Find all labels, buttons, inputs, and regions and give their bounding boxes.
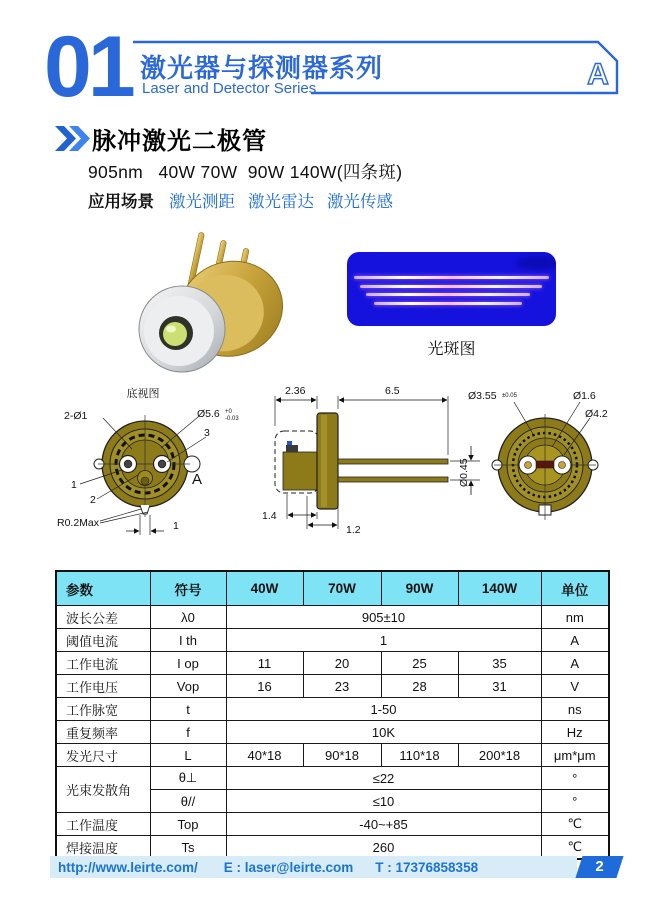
- beam-spot-image: [347, 252, 556, 326]
- pin-label-2: 2: [90, 494, 96, 506]
- page-number-badge: [575, 856, 623, 878]
- chapter-number: 01: [44, 19, 132, 115]
- symbol-cell: f: [150, 721, 226, 744]
- value-cell: 200*18: [458, 744, 541, 767]
- dim-d3.55: Ø3.55: [468, 390, 497, 402]
- param-cell: 工作电流: [56, 652, 150, 675]
- symbol-cell: Vop: [150, 675, 226, 698]
- dim-1.4: 1.4: [262, 510, 277, 522]
- beam-stripe: [354, 276, 549, 279]
- dim-1: 1: [173, 520, 179, 532]
- symbol-cell: Ts: [150, 836, 226, 860]
- symbol-cell: t: [150, 698, 226, 721]
- unit-cell: V: [541, 675, 609, 698]
- dim-d0.45: Ø0.45: [458, 458, 470, 487]
- value-cell: 10K: [226, 721, 541, 744]
- unit-cell: °: [541, 767, 609, 790]
- bottom-view-title: 底视图: [126, 388, 160, 400]
- unit-cell: Hz: [541, 721, 609, 744]
- lens-highlight: [166, 326, 176, 333]
- page-number: 2: [595, 858, 604, 875]
- unit-cell: ℃: [541, 813, 609, 836]
- col-header-param: 参数: [56, 571, 150, 606]
- series-badge: A: [587, 58, 609, 91]
- table-row: [56, 652, 609, 675]
- param-cell: 焊接温度: [56, 836, 150, 860]
- col-header-90w: 90W: [381, 571, 458, 606]
- front-view-drawing: [492, 402, 598, 520]
- dim-r0.2max: R0.2Max: [57, 517, 100, 529]
- technical-drawings: [40, 376, 640, 550]
- table-row: [56, 721, 609, 744]
- table-row: [56, 698, 609, 721]
- value-cell: 31: [458, 675, 541, 698]
- param-cell: 工作脉宽: [56, 698, 150, 721]
- application-item: 激光测距: [169, 193, 235, 211]
- symbol-cell: I th: [150, 629, 226, 652]
- value-cell: ≤10: [226, 790, 541, 813]
- dim-d5.6-tol-dn: -0.03: [225, 416, 239, 422]
- dim-d3.55-tol: ±0.05: [502, 393, 517, 399]
- table-row: [56, 629, 609, 652]
- param-cell: 波长公差: [56, 606, 150, 629]
- value-cell: 11: [226, 652, 303, 675]
- value-cell: 1: [226, 629, 541, 652]
- value-cell: 260: [226, 836, 541, 860]
- col-header-symbol: 符号: [150, 571, 226, 606]
- series-title-cn: 激光器与探测器系列: [140, 53, 384, 83]
- application-item: 激光雷达: [248, 193, 314, 211]
- param-cell: 发光尺寸: [56, 744, 150, 767]
- value-cell: 23: [303, 675, 381, 698]
- param-cell: 重复频率: [56, 721, 150, 744]
- value-cell: 905±10: [226, 606, 541, 629]
- value-cell: 110*18: [381, 744, 458, 767]
- value-cell: 90*18: [303, 744, 381, 767]
- unit-cell: μm*μm: [541, 744, 609, 767]
- footer-phone: T : 17376858358: [375, 859, 479, 875]
- value-cell: -40~+85: [226, 813, 541, 836]
- value-cell: 25: [381, 652, 458, 675]
- dim-d1.6: Ø1.6: [573, 390, 596, 402]
- footer-bar: [50, 856, 577, 878]
- applications-label: 应用场景: [88, 193, 154, 211]
- unit-cell: ℃: [541, 836, 609, 860]
- footer-url[interactable]: http://www.leirte.com/: [58, 859, 198, 875]
- value-cell: 40*18: [226, 744, 303, 767]
- beam-stripe: [374, 302, 522, 305]
- spec-table: [55, 570, 610, 860]
- table-header-row: [56, 571, 609, 606]
- beam-stripe: [360, 285, 542, 288]
- beam-stripe: [366, 293, 530, 296]
- table-row: [56, 675, 609, 698]
- footer-email[interactable]: E : laser@leirte.com: [223, 859, 354, 875]
- dim-d5.6: Ø5.6: [197, 408, 220, 420]
- symbol-cell: I op: [150, 652, 226, 675]
- series-title-en: Laser and Detector Series: [142, 80, 317, 97]
- product-title: 脉冲激光二极管: [92, 128, 267, 155]
- application-item: 激光传感: [327, 193, 393, 211]
- double-chevron-icon: [55, 126, 91, 151]
- value-cell: 28: [381, 675, 458, 698]
- dim-2.36: 2.36: [285, 385, 306, 397]
- value-cell: 35: [458, 652, 541, 675]
- unit-cell: ns: [541, 698, 609, 721]
- dim-6.5: 6.5: [385, 385, 400, 397]
- product-spec-line: 905nm 40W 70W 90W 140W(四条斑): [88, 162, 403, 182]
- dim-1.2: 1.2: [346, 524, 361, 536]
- laser-diode-photo: [96, 226, 326, 378]
- spot-caption: 光斑图: [427, 341, 476, 358]
- value-cell: ≤22: [226, 767, 541, 790]
- param-cell: 工作电压: [56, 675, 150, 698]
- symbol-cell: L: [150, 744, 226, 767]
- param-cell: 光束发散角: [56, 767, 150, 813]
- dim-d4.2: Ø4.2: [585, 408, 608, 420]
- section-label-a: A: [192, 471, 203, 488]
- col-header-70w: 70W: [303, 571, 381, 606]
- value-cell: 20: [303, 652, 381, 675]
- symbol-cell: θ//: [150, 790, 226, 813]
- unit-cell: °: [541, 790, 609, 813]
- table-row: [56, 767, 609, 790]
- symbol-cell: λ0: [150, 606, 226, 629]
- table-row: [56, 606, 609, 629]
- col-header-140w: 140W: [458, 571, 541, 606]
- param-cell: 阈值电流: [56, 629, 150, 652]
- unit-cell: A: [541, 652, 609, 675]
- symbol-cell: θ⊥: [150, 767, 226, 790]
- dim-2xd1: 2-Ø1: [64, 410, 88, 422]
- table-row: [56, 813, 609, 836]
- col-header-unit: 单位: [541, 571, 609, 606]
- param-cell: 工作温度: [56, 813, 150, 836]
- symbol-cell: Top: [150, 813, 226, 836]
- unit-cell: A: [541, 629, 609, 652]
- col-header-40w: 40W: [226, 571, 303, 606]
- table-row: [56, 744, 609, 767]
- value-cell: 16: [226, 675, 303, 698]
- pin-label-1: 1: [71, 479, 77, 491]
- value-cell: 1-50: [226, 698, 541, 721]
- side-view-drawing: [275, 396, 480, 529]
- spot-smudge: [516, 256, 556, 270]
- unit-cell: nm: [541, 606, 609, 629]
- application-row: [88, 188, 393, 212]
- diode-lens: [163, 322, 187, 346]
- dim-d5.6-tol-up: +0: [225, 409, 232, 415]
- pin-label-3: 3: [204, 427, 210, 439]
